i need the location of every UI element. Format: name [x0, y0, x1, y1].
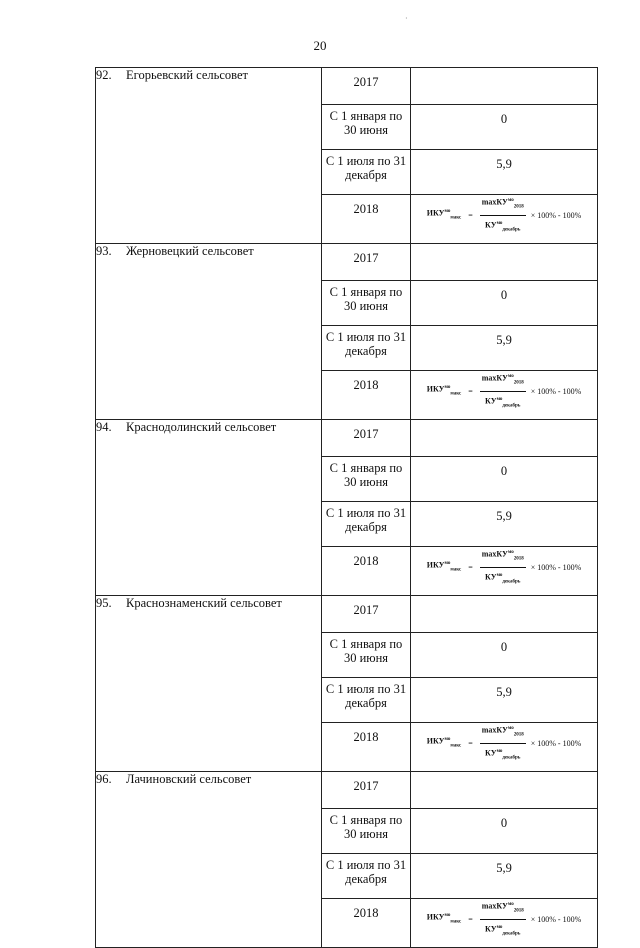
period-year-2018: 2018 [322, 195, 411, 244]
settlement-cell [96, 420, 322, 596]
formula-denominator: $КУ^{мо}_{декабрь}$ [485, 748, 521, 761]
formula-equals: = [468, 562, 473, 572]
formula-numerator: maxКУ$^{мо}_{2018}$ [480, 546, 526, 568]
formula-numerator: maxКУ$^{мо}_{2018}$ [480, 194, 526, 216]
formula-numerator: maxКУ$^{мо}_{2018}$ [480, 722, 526, 744]
period-first-half: С 1 января по 30 июня [322, 105, 411, 150]
formula-tail: × 100% - 100% [530, 210, 582, 220]
formula [411, 547, 597, 588]
period-year-2017: 2017 [322, 244, 411, 281]
formula [411, 723, 597, 764]
value-year-2017 [411, 68, 598, 105]
value-year-2018 [411, 723, 598, 772]
formula-denominator: $КУ^{мо}_{декабрь}$ [485, 220, 521, 233]
settlement-cell [96, 772, 322, 948]
value-first-half: 0 [411, 281, 598, 326]
row-number: 94. [96, 420, 112, 434]
period-year-2018: 2018 [322, 899, 411, 948]
value-year-2017 [411, 244, 598, 281]
formula-lhs: $ИКУ^{мо}_{макс}$ [426, 737, 462, 749]
row-number: 96. [96, 772, 112, 786]
table-row [96, 420, 598, 457]
settlement-name: Жерновецкий сельсовет [126, 244, 254, 258]
value-first-half: 0 [411, 457, 598, 502]
scan-tick-mark: · [405, 14, 408, 23]
row-number: 95. [96, 596, 112, 610]
settlement-cell [96, 244, 322, 420]
formula-fraction [480, 370, 526, 414]
period-second-half: С 1 июля по 31 декабря [322, 502, 411, 547]
value-second-half: 5,9 [411, 678, 598, 723]
value-year-2018 [411, 547, 598, 596]
settlement-name: Лачиновский сельсовет [126, 772, 252, 786]
formula-equals: = [468, 914, 473, 924]
formula-tail: × 100% - 100% [530, 386, 582, 396]
settlement-cell [96, 68, 322, 244]
formula-equals: = [468, 210, 473, 220]
value-year-2018 [411, 899, 598, 948]
formula-fraction [480, 546, 526, 590]
row-number: 92. [96, 68, 112, 82]
value-second-half: 5,9 [411, 150, 598, 195]
value-first-half: 0 [411, 105, 598, 150]
period-year-2017: 2017 [322, 68, 411, 105]
period-first-half: С 1 января по 30 июня [322, 457, 411, 502]
formula-lhs: $ИКУ^{мо}_{макс}$ [426, 209, 462, 221]
table-row [96, 596, 598, 633]
formula-fraction [480, 194, 526, 238]
value-year-2017 [411, 420, 598, 457]
settlement-name: Егорьевский сельсовет [126, 68, 248, 82]
table-row [96, 244, 598, 281]
period-year-2018: 2018 [322, 547, 411, 596]
formula-tail: × 100% - 100% [530, 738, 582, 748]
formula-denominator: $КУ^{мо}_{декабрь}$ [485, 396, 521, 409]
row-number: 93. [96, 244, 112, 258]
settlement-name: Краснознаменский сельсовет [126, 596, 282, 610]
value-year-2018 [411, 195, 598, 244]
settlement-name: Краснодолинский сельсовет [126, 420, 277, 434]
value-year-2018 [411, 371, 598, 420]
formula-numerator: maxКУ$^{мо}_{2018}$ [480, 898, 526, 920]
period-second-half: С 1 июля по 31 декабря [322, 150, 411, 195]
formula-denominator: $КУ^{мо}_{декабрь}$ [485, 924, 521, 937]
tariff-index-table [95, 67, 598, 948]
formula-lhs: $ИКУ^{мо}_{макс}$ [426, 385, 462, 397]
table-row [96, 772, 598, 809]
value-year-2017 [411, 596, 598, 633]
value-first-half: 0 [411, 809, 598, 854]
period-year-2018: 2018 [322, 371, 411, 420]
formula [411, 371, 597, 412]
table-row [96, 68, 598, 105]
formula-equals: = [468, 738, 473, 748]
page-number: 20 [313, 38, 327, 53]
formula-tail: × 100% - 100% [530, 562, 582, 572]
period-year-2017: 2017 [322, 420, 411, 457]
formula-lhs: $ИКУ^{мо}_{макс}$ [426, 913, 462, 925]
settlement-cell [96, 596, 322, 772]
table-body [96, 68, 598, 948]
period-second-half: С 1 июля по 31 декабря [322, 854, 411, 899]
period-year-2017: 2017 [322, 772, 411, 809]
formula-tail: × 100% - 100% [530, 914, 582, 924]
value-second-half: 5,9 [411, 854, 598, 899]
formula-fraction [480, 722, 526, 766]
period-second-half: С 1 июля по 31 декабря [322, 326, 411, 371]
period-year-2017: 2017 [322, 596, 411, 633]
period-first-half: С 1 января по 30 июня [322, 633, 411, 678]
value-first-half: 0 [411, 633, 598, 678]
period-first-half: С 1 января по 30 июня [322, 809, 411, 854]
value-year-2017 [411, 772, 598, 809]
formula-lhs: $ИКУ^{мо}_{макс}$ [426, 561, 462, 573]
formula [411, 195, 597, 236]
period-second-half: С 1 июля по 31 декабря [322, 678, 411, 723]
formula-denominator: $КУ^{мо}_{декабрь}$ [485, 572, 521, 585]
period-first-half: С 1 января по 30 июня [322, 281, 411, 326]
formula-fraction [480, 898, 526, 942]
value-second-half: 5,9 [411, 326, 598, 371]
period-year-2018: 2018 [322, 723, 411, 772]
formula [411, 899, 597, 940]
value-second-half: 5,9 [411, 502, 598, 547]
formula-equals: = [468, 386, 473, 396]
formula-numerator: maxКУ$^{мо}_{2018}$ [480, 370, 526, 392]
